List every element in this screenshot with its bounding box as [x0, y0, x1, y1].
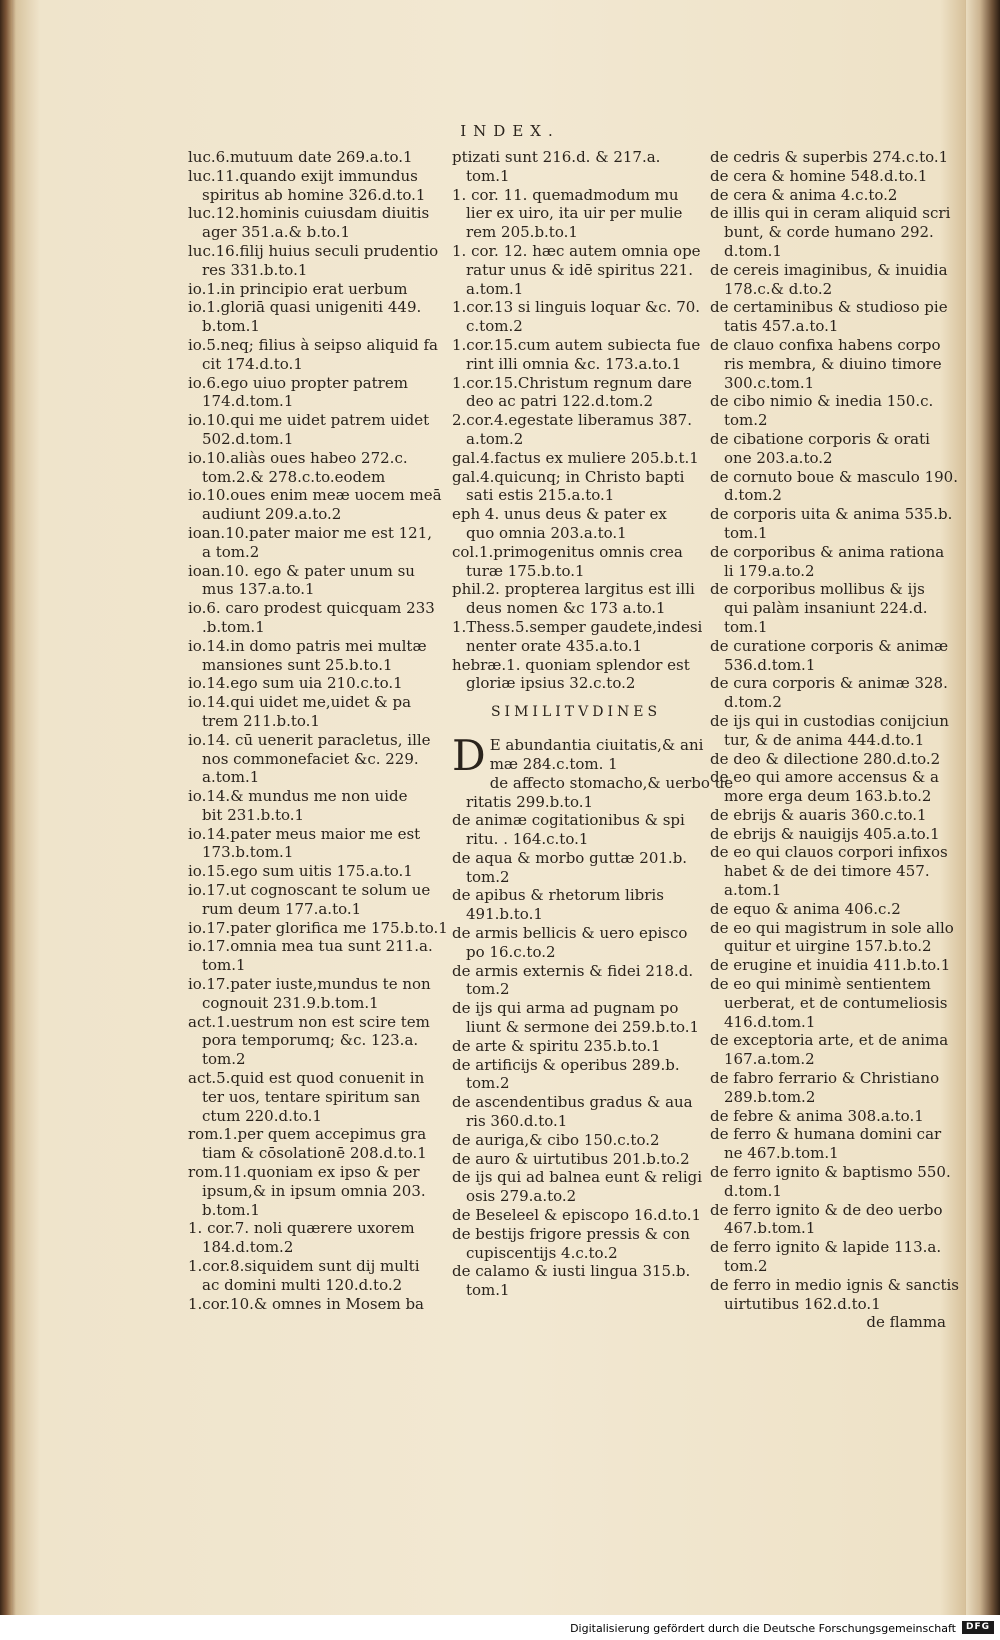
index-entry — [452, 1206, 700, 1225]
entry-continuation: tom.2.& 278.c.to.eodem — [202, 467, 386, 486]
entry-line: de exceptoria arte, et de anima — [710, 1031, 949, 1050]
index-entry — [710, 580, 946, 636]
entry-line: de ascendentibus gradus & aua — [452, 1093, 693, 1112]
index-column-1 — [188, 148, 448, 1313]
entry-line: io.14.in domo patris mei multæ — [188, 636, 427, 655]
entry-line: 1.cor.15.Christum regnum dare — [452, 373, 692, 392]
entry-line: io.14.& mundus me non uide — [188, 787, 408, 806]
index-entry — [710, 148, 949, 167]
index-entry — [188, 167, 435, 205]
index-entry — [710, 186, 946, 205]
entry-continuation: tur, & de anima 444.d.to.1 — [724, 730, 925, 749]
entry-continuation: audiunt 209.a.to.2 — [202, 505, 342, 524]
entry-line: io.5.neq; filius à seipso aliquid fa — [188, 335, 438, 354]
entry-line: 1.cor.10.& omnes in Mosem ba — [188, 1294, 424, 1313]
entry-continuation: d.tom.2 — [724, 486, 782, 505]
entry-line: luc.6.mutuum date 269.a.to.1 — [188, 148, 413, 166]
entry-continuation: rum deum 177.a.to.1 — [202, 899, 362, 918]
entry-line: de febre & anima 308.a.to.1 — [710, 1106, 924, 1125]
entry-line: eph 4. unus deus & pater ex — [452, 505, 667, 524]
entry-continuation: deus nomen &c 173 a.to.1 — [466, 599, 666, 618]
index-entry — [188, 486, 442, 524]
entry-line: ioan.10. ego & pater unum su — [188, 561, 415, 580]
entry-line: luc.11.quando exijt immundus — [188, 166, 418, 185]
entry-continuation: mæ 284.c.tom. 1 — [489, 754, 618, 773]
entry-line: io.1.in principio erat uerbum — [188, 279, 408, 298]
index-entry — [710, 1069, 946, 1107]
index-column-3 — [710, 148, 960, 1332]
index-entry — [710, 1238, 946, 1276]
index-entry — [452, 811, 700, 849]
entry-line: de cibatione corporis & orati — [710, 429, 930, 448]
entry-line: de apibus & rhetorum libris — [452, 886, 664, 905]
entry-continuation: li 179.a.to.2 — [724, 561, 815, 580]
entry-line: io.14. cū uenerit paracletus, ille — [188, 730, 431, 749]
entry-continuation: d.tom.1 — [724, 241, 782, 260]
entry-line: de cera & homine 548.d.to.1 — [710, 166, 928, 185]
entry-continuation: uerberat, et de contumeliosis — [724, 993, 948, 1012]
index-entry — [188, 1125, 435, 1163]
entry-line: de eo qui clauos corpori infixos — [710, 843, 948, 862]
index-entry — [188, 1163, 435, 1219]
index-entry — [710, 1275, 960, 1314]
index-entry — [710, 1125, 946, 1163]
index-entry — [188, 1069, 435, 1125]
entry-line: de eo qui minimè sentientem — [710, 975, 931, 994]
index-entry — [710, 975, 946, 1031]
index-entry — [188, 637, 435, 675]
entry-continuation: po 16.c.to.2 — [466, 942, 556, 961]
entry-continuation: tom.1 — [466, 1281, 510, 1300]
index-entry — [710, 505, 953, 543]
entry-continuation: mansiones sunt 25.b.to.1 — [202, 655, 393, 674]
entry-continuation: 300.c.tom.1 — [724, 373, 815, 392]
entry-continuation: tom.2 — [466, 1074, 510, 1093]
entry-continuation: 502.d.tom.1 — [202, 429, 294, 448]
entry-continuation: tom.2 — [202, 1050, 246, 1069]
entry-continuation: tom.2 — [466, 867, 510, 886]
index-entry — [452, 468, 700, 506]
entry-line: de cibo nimio & inedia 150.c. — [710, 392, 934, 411]
index-entry — [188, 731, 435, 787]
entry-line: de ferro & humana domini car — [710, 1125, 942, 1144]
index-entry — [188, 1219, 435, 1257]
section-heading: SIMILITVDINES — [490, 704, 662, 721]
entry-continuation: tatis 457.a.to.1 — [724, 317, 839, 336]
entry-line: luc.16.filij huius seculi prudentio — [188, 241, 439, 260]
entry-continuation: a.tom.1 — [202, 768, 260, 787]
index-entry — [452, 580, 700, 618]
index-entry — [452, 1150, 700, 1169]
entry-line: de eo qui magistrum in sole allo — [710, 918, 954, 937]
entry-line: de corporibus & anima rationa — [710, 542, 945, 561]
entry-line: de ferro ignito & de deo uerbo — [710, 1200, 943, 1219]
entry-continuation: rint illi omnia &c. 173.a.to.1 — [466, 354, 682, 373]
entry-line: de cornuto boue & masculo 190. — [710, 467, 958, 486]
entry-continuation: 184.d.tom.2 — [202, 1238, 294, 1257]
entry-line: io.10.qui me uidet patrem uidet — [188, 411, 430, 430]
index-entry — [710, 843, 946, 899]
entry-continuation: 174.d.tom.1 — [202, 392, 294, 411]
entry-line: io.10.oues enim meæ uocem meā — [188, 486, 442, 505]
index-entry — [710, 261, 946, 299]
index-entry — [452, 543, 700, 581]
entry-continuation: turæ 175.b.to.1 — [466, 561, 585, 580]
index-entry — [452, 656, 700, 694]
index-entry — [710, 543, 946, 581]
entry-line: phil.2. propterea largitus est illi — [452, 580, 695, 599]
entry-continuation: 178.c.& d.to.2 — [724, 279, 833, 298]
entry-continuation: 467.b.tom.1 — [724, 1219, 816, 1238]
entry-line: io.15.ego sum uitis 175.a.to.1 — [188, 862, 413, 881]
entry-line: io.14.ego sum uia 210.c.to.1 — [188, 674, 403, 693]
entry-continuation: a tom.2 — [202, 542, 260, 561]
index-entry — [452, 411, 700, 449]
entry-line: 1. cor. 12. hæc autem omnia ope — [452, 241, 701, 260]
entry-continuation: deo ac patri 122.d.tom.2 — [466, 392, 654, 411]
entry-continuation: 416.d.tom.1 — [724, 1012, 816, 1031]
index-entry — [188, 975, 435, 1013]
entry-line: de certaminibus & studioso pie — [710, 298, 948, 317]
entry-continuation: tom.1 — [466, 166, 510, 185]
index-entry — [452, 374, 700, 412]
entry-continuation: uirtutibus 162.d.to.1 — [724, 1294, 881, 1313]
entry-line: de artificijs & operibus 289.b. — [452, 1055, 680, 1074]
index-entry — [188, 562, 435, 600]
index-entry — [188, 280, 435, 299]
entry-continuation: res 331.b.to.1 — [202, 260, 308, 279]
entry-line: de ferro ignito & lapide 113.a. — [710, 1238, 942, 1257]
entry-continuation: 536.d.tom.1 — [724, 655, 816, 674]
entry-continuation: ne 467.b.tom.1 — [724, 1144, 839, 1163]
entry-continuation: quitur et uirgine 157.b.to.2 — [724, 937, 932, 956]
entry-continuation: ris membra, & diuino timore — [724, 354, 942, 373]
index-entry — [188, 524, 435, 562]
entry-line: 1.cor.8.siquidem sunt dij multi — [188, 1257, 420, 1276]
entry-continuation: qui palàm insaniunt 224.d. — [724, 599, 928, 618]
entry-continuation: bit 231.b.to.1 — [202, 805, 305, 824]
entry-continuation: 173.b.tom.1 — [202, 843, 294, 862]
index-entry — [188, 241, 439, 280]
entry-continuation: 491.b.to.1 — [466, 905, 543, 924]
index-entry — [452, 1262, 700, 1300]
entry-line: de fabro ferrario & Christiano — [710, 1069, 940, 1088]
entry-line: 1. cor.7. noli quærere uxorem — [188, 1219, 415, 1238]
index-entry — [188, 937, 435, 975]
entry-line: io.17.omnia mea tua sunt 211.a. — [188, 937, 433, 956]
entry-line: E abundantia ciuitatis,& ani — [489, 736, 704, 755]
entry-continuation: cupiscentijs 4.c.to.2 — [466, 1243, 618, 1262]
index-entry — [452, 924, 700, 962]
index-entry — [452, 886, 700, 924]
entry-continuation: ris 360.d.to.1 — [466, 1112, 568, 1131]
entry-line: de ebrijs & auaris 360.c.to.1 — [710, 805, 927, 824]
index-entry — [710, 956, 951, 975]
entry-line: de aqua & morbo guttæ 201.b. — [452, 848, 688, 867]
entry-continuation: sati estis 215.a.to.1 — [466, 486, 615, 505]
index-entry — [452, 505, 700, 543]
index-entry — [188, 1295, 435, 1314]
index-entry — [710, 768, 946, 806]
entry-continuation: tom.2 — [466, 980, 510, 999]
entry-line: act.1.uestrum non est scire tem — [188, 1012, 430, 1031]
entry-continuation: c.tom.2 — [466, 317, 523, 336]
entry-line: col.1.primogenitus omnis crea — [452, 542, 683, 561]
drop-capital: D — [452, 731, 486, 781]
entry-line: de cedris & superbis 274.c.to.1 — [710, 148, 949, 166]
entry-continuation: a.tom.1 — [466, 279, 524, 298]
index-entry — [452, 617, 703, 656]
index-entry — [710, 900, 946, 919]
index-entry — [452, 1037, 700, 1056]
entry-continuation: 289.b.tom.2 — [724, 1087, 816, 1106]
index-entry — [188, 298, 435, 336]
entry-line: de clauo confixa habens corpo — [710, 335, 941, 354]
entry-line: ptizati sunt 216.d. & 217.a. — [452, 148, 661, 166]
entry-line: de armis externis & fidei 218.d. — [452, 961, 694, 980]
entry-continuation: tom.2 — [724, 411, 768, 430]
entry-line: de auro & uirtutibus 201.b.to.2 — [452, 1149, 690, 1168]
index-entry — [452, 336, 700, 374]
index-entry — [452, 449, 700, 468]
entry-line: io.17.pater iuste,mundus te non — [188, 975, 431, 994]
entry-continuation: nos commonefaciet &c. 229. — [202, 749, 419, 768]
entry-continuation: ratur unus & idē spiritus 221. — [466, 260, 693, 279]
index-entry — [710, 298, 946, 336]
entry-line: io.6. caro prodest quicquam 233 — [188, 599, 435, 618]
entry-continuation: .b.tom.1 — [202, 617, 265, 636]
index-entry — [188, 1013, 435, 1069]
index-entry — [710, 750, 946, 769]
entry-line: io.1.gloriā quasi unigeniti 449. — [188, 298, 422, 317]
entry-continuation: more erga deum 163.b.to.2 — [724, 787, 932, 806]
index-entry — [452, 1225, 700, 1263]
index-entry — [452, 186, 700, 242]
entry-continuation: lier ex uiro, ita uir per mulie — [466, 204, 683, 223]
entry-line: de curatione corporis & animæ — [710, 636, 949, 655]
index-entry — [710, 204, 951, 260]
entry-line: de cereis imaginibus, & inuidia — [710, 260, 948, 279]
entry-line: io.10.aliàs oues habeo 272.c. — [188, 448, 408, 467]
index-entry — [452, 1093, 700, 1131]
entry-continuation: ipsum,& in ipsum omnia 203. — [202, 1181, 426, 1200]
index-entry — [710, 636, 949, 675]
entry-line: luc.12.hominis cuiusdam diuitis — [188, 204, 430, 223]
entry-continuation: tom.1 — [724, 617, 768, 636]
entry-continuation: nenter orate 435.a.to.1 — [466, 636, 643, 655]
index-entry — [452, 148, 700, 186]
entry-continuation: ager 351.a.& b.to.1 — [202, 223, 351, 242]
page-binding-edge — [0, 0, 12, 1615]
entry-line: act.5.quid est quod conuenit in — [188, 1069, 425, 1088]
index-entry — [452, 962, 700, 1000]
entry-continuation: ac domini multi 120.d.to.2 — [202, 1275, 403, 1294]
entry-line: 1. cor. 11. quemadmodum mu — [452, 185, 679, 204]
index-entry — [710, 806, 946, 825]
entry-line: de ferro in medio ignis & sanctis — [710, 1275, 960, 1294]
entry-line: gal.4.quicunq; in Christo bapti — [452, 467, 685, 486]
entry-line: de ferro ignito & baptismo 550. — [710, 1163, 951, 1182]
footer-credit: Digitalisierung gefördert durch die Deutsche Forschungsgemeinschaft — [570, 1622, 956, 1635]
entry-line: de bestijs frigore pressis & con — [452, 1224, 690, 1243]
index-entry — [710, 918, 954, 957]
entry-continuation: tom.2 — [724, 1257, 768, 1276]
index-entry — [188, 918, 448, 938]
footer-bar — [0, 1615, 1000, 1640]
entry-line: de Beseleel & episcopo 16.d.to.1 — [452, 1206, 702, 1225]
index-entry — [452, 298, 700, 336]
entry-line: de corporibus mollibus & ijs — [710, 580, 925, 599]
entry-continuation: 167.a.tom.2 — [724, 1050, 815, 1069]
entry-continuation: ctum 220.d.to.1 — [202, 1106, 322, 1125]
entry-continuation: cognouit 231.9.b.tom.1 — [202, 993, 379, 1012]
index-entry — [188, 411, 435, 449]
index-entry — [710, 825, 946, 844]
page-fore-edge — [966, 0, 1000, 1615]
index-entry — [188, 335, 438, 374]
entry-continuation: habet & de dei timore 457. — [724, 862, 930, 881]
entry-line: de ijs qui in custodias conijciun — [710, 711, 949, 730]
index-entry — [188, 825, 435, 863]
entry-continuation: tiam & cōsolationē 208.d.to.1 — [202, 1144, 427, 1163]
index-entry — [710, 167, 946, 186]
index-entry — [188, 148, 435, 167]
entry-line: 1.cor.15.cum autem subiecta fue — [452, 335, 701, 354]
entry-line: 1.cor.13 si linguis loquar &c. 70. — [452, 298, 701, 317]
entry-continuation: rem 205.b.to.1 — [466, 223, 578, 242]
index-entry — [452, 773, 734, 812]
entry-line: ioan.10.pater maior me est 121, — [188, 523, 433, 542]
entry-line: de animæ cogitationibus & spi — [452, 811, 685, 830]
entry-line: 1.Thess.5.semper gaudete,indesi — [452, 617, 703, 636]
index-entry — [452, 1168, 703, 1206]
index-entry — [188, 787, 435, 825]
entry-line: de erugine et inuidia 411.b.to.1 — [710, 956, 951, 975]
entry-line: gal.4.factus ex muliere 205.b.t.1 — [452, 448, 699, 467]
entry-line: io.14.qui uidet me,uidet & pa — [188, 693, 412, 712]
entry-continuation: a.tom.2 — [466, 429, 524, 448]
entry-line: hebræ.1. quoniam splendor est — [452, 655, 690, 674]
entry-line: de auriga,& cibo 150.c.to.2 — [452, 1130, 660, 1149]
entry-continuation: trem 211.b.to.1 — [202, 711, 320, 730]
entry-continuation: a.tom.1 — [724, 881, 782, 900]
entry-continuation: ter uos, tentare spiritum san — [202, 1087, 421, 1106]
entry-continuation: tom.1 — [202, 956, 246, 975]
page-header: INDEX. — [460, 122, 560, 140]
entry-line: rom.11.quoniam ex ipso & per — [188, 1163, 420, 1182]
entry-line: de corporis uita & anima 535.b. — [710, 505, 953, 524]
entry-line: de deo & dilectione 280.d.to.2 — [710, 749, 941, 768]
entry-line: de affecto stomacho,& uerbo ue — [489, 773, 734, 792]
index-entry — [710, 1163, 951, 1201]
index-entry — [188, 693, 435, 731]
index-entry — [452, 731, 704, 781]
entry-continuation: b.tom.1 — [202, 317, 260, 336]
index-entry — [452, 999, 700, 1037]
index-entry — [188, 862, 435, 881]
entry-continuation: cit 174.d.to.1 — [202, 354, 303, 373]
index-entry — [188, 204, 435, 242]
entry-continuation: quo omnia 203.a.to.1 — [466, 523, 627, 542]
entry-line: io.17.ut cognoscant te solum ue — [188, 881, 431, 900]
index-entry — [710, 467, 958, 506]
entry-line: de eo qui amore accensus & a — [710, 768, 939, 787]
entry-line: de cera & anima 4.c.to.2 — [710, 185, 898, 204]
index-entry — [710, 1107, 946, 1126]
entry-continuation: mus 137.a.to.1 — [202, 580, 315, 599]
dfg-logo: DFG — [962, 1621, 994, 1634]
entry-continuation: bunt, & corde humano 292. — [724, 223, 934, 242]
entry-continuation: b.tom.1 — [202, 1200, 260, 1219]
entry-line: rom.1.per quem accepimus gra — [188, 1125, 427, 1144]
index-entry — [452, 1056, 700, 1094]
index-entry — [188, 374, 435, 412]
entry-continuation: one 203.a.to.2 — [724, 448, 833, 467]
entry-continuation: d.tom.2 — [724, 693, 782, 712]
entry-line: de illis qui in ceram aliquid scri — [710, 204, 951, 223]
entry-line: de ebrijs & nauigijs 405.a.to.1 — [710, 824, 940, 843]
index-entry — [710, 1201, 946, 1239]
entry-line: 2.cor.4.egestate liberamus 387. — [452, 411, 692, 430]
index-entry — [188, 881, 435, 919]
entry-line: de equo & anima 406.c.2 — [710, 899, 901, 918]
entry-line: de calamo & iusti lingua 315.b. — [452, 1262, 691, 1281]
entry-line: io.17.pater glorifica me 175.b.to.1 — [188, 918, 448, 937]
entry-continuation: ritu. . 164.c.to.1 — [466, 830, 589, 849]
index-entry — [710, 336, 946, 392]
entry-continuation: liunt & sermone dei 259.b.to.1 — [466, 1018, 700, 1037]
entry-line: de arte & spiritu 235.b.to.1 — [452, 1036, 661, 1055]
entry-continuation: d.tom.1 — [724, 1181, 782, 1200]
index-entry — [710, 711, 949, 750]
entry-line: io.6.ego uiuo propter patrem — [188, 373, 408, 392]
entry-line: de cura corporis & animæ 328. — [710, 674, 948, 693]
entry-continuation: pora temporumq; &c. 123.a. — [202, 1031, 419, 1050]
entry-line: io.14.pater meus maior me est — [188, 824, 421, 843]
index-column-2 — [452, 148, 734, 1300]
index-entry — [188, 449, 435, 487]
entry-continuation: spiritus ab homine 326.d.to.1 — [202, 185, 426, 204]
entry-continuation: ritatis 299.b.to.1 — [466, 792, 594, 811]
entry-continuation: tom.1 — [724, 523, 768, 542]
index-entry — [710, 674, 946, 712]
catchword: de flamma — [866, 1313, 946, 1332]
entry-line: de ijs qui arma ad pugnam po — [452, 999, 679, 1018]
entry-continuation: osis 279.a.to.2 — [466, 1187, 577, 1206]
index-entry — [452, 1131, 700, 1150]
entry-continuation: gloriæ ipsius 32.c.to.2 — [466, 674, 636, 693]
index-entry — [188, 599, 435, 637]
index-entry — [452, 242, 700, 298]
entry-line: de armis bellicis & uero episco — [452, 924, 688, 943]
index-entry — [188, 674, 435, 693]
index-entry — [710, 1031, 949, 1069]
index-entry — [710, 430, 946, 468]
entry-line: de ijs qui ad balnea eunt & religi — [452, 1168, 703, 1187]
index-entry — [710, 392, 946, 430]
index-entry — [452, 849, 700, 887]
index-entry — [188, 1257, 435, 1295]
